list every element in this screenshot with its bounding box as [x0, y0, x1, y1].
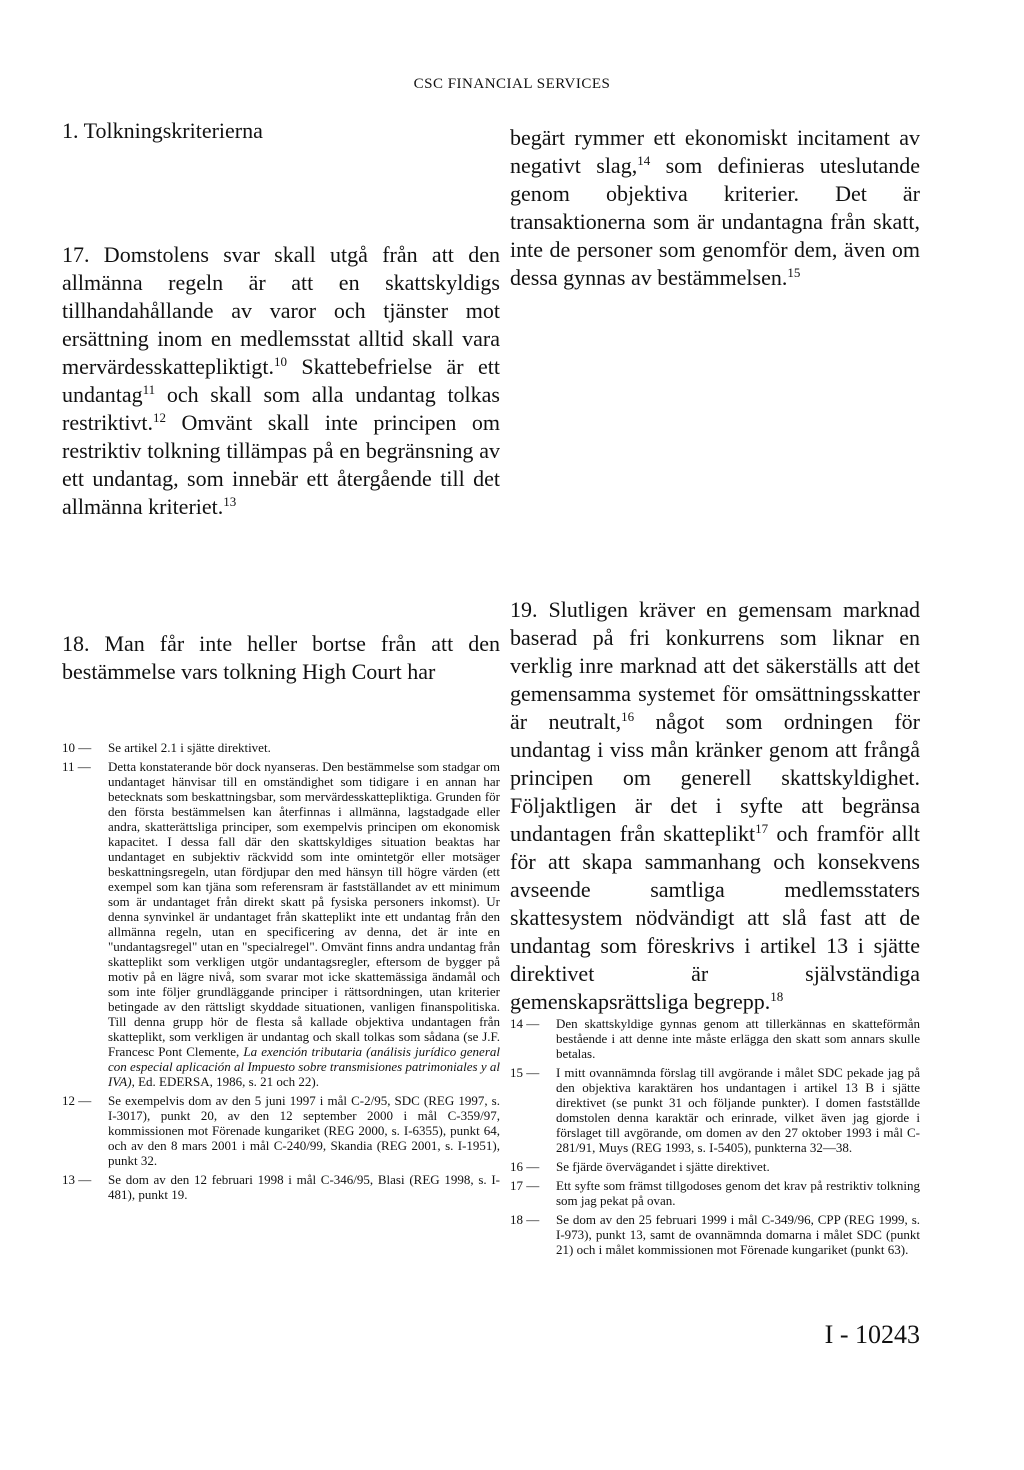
- footnote-ref-14[interactable]: 14: [637, 153, 651, 168]
- p17-text-1: 17. Domstolens svar skall utgå från att den allmänna regeln är att en skattskyldigs tillhandahållande av varor och tjänster mot ersättning inom en medlemsstat alltid skall vara mervärdesskattepliktigt.: [62, 242, 500, 379]
- footnote-17: [510, 1178, 920, 1208]
- footnote-number: 12 —: [62, 1093, 92, 1108]
- footnote-11-citation-title: La exención tributaria (análisis jurídico general con especial aplicación al Impuesto sobre transmisiones patrimoniales y al IVA),: [108, 1044, 500, 1089]
- p19-text-3: och framför allt för att skapa sammanhang och konsekvens avseende samtliga medlemsstaters skattesystem nödvändigt att slå fast att de undantag som föreskrivs i artikel 13 i sjätte direktivet är självständiga gemenskapsrättsliga begrepp.: [510, 821, 920, 1014]
- footnote-ref-18[interactable]: 18: [770, 989, 784, 1004]
- footnote-11-text-b: Ed. EDERSA, 1986, s. 21 och 22).: [134, 1074, 319, 1089]
- footnote-number: 10 —: [62, 740, 92, 755]
- paragraph-18-continued: [510, 124, 920, 292]
- paragraph-19: [510, 596, 920, 1016]
- footnote-ref-11[interactable]: 11: [142, 382, 156, 397]
- footnote-text: Se dom av den 25 februari 1999 i mål C-349/96, CPP (REG 1999, s. I-973), punkt 13, samt de ovannämnda domarna i målet SDC (punkt 21) och i målet kommissionen mot Förenade kungariket (punkt 63).: [556, 1212, 920, 1257]
- footnote-12: [62, 1093, 500, 1168]
- footnote-number: 15 —: [510, 1065, 540, 1080]
- footnote-10: [62, 740, 500, 755]
- footnote-number: 17 —: [510, 1178, 540, 1193]
- footnote-text: Den skattskyldige gynnas genom att tillerkännas en skatteförmån bestående i att denne inte måste erlägga den skatt som annars skulle betalas.: [556, 1016, 920, 1061]
- footnotes-right: [510, 1016, 920, 1261]
- footnote-text: Se artikel 2.1 i sjätte direktivet.: [108, 740, 271, 755]
- section-heading: [62, 118, 500, 144]
- section-number: 1.: [62, 118, 79, 143]
- footnote-ref-12[interactable]: 12: [153, 410, 167, 425]
- footnote-number: 16 —: [510, 1159, 540, 1174]
- p18-cont-text-2: som definieras uteslutande genom objektiva kriterier. Det är transaktionerna som är undantagna från skatt, inte de personer som genomför dem, även om dessa gynnas av bestämmelsen.: [510, 153, 920, 290]
- footnote-15: [510, 1065, 920, 1155]
- paragraph-17: [62, 241, 500, 521]
- running-header: CSC FINANCIAL SERVICES: [413, 76, 611, 92]
- footnote-18: [510, 1212, 920, 1257]
- footnote-text: Se dom av den 12 februari 1998 i mål C-346/95, Blasi (REG 1998, s. I-481), punkt 19.: [108, 1172, 500, 1202]
- footnote-ref-16[interactable]: 16: [621, 709, 635, 724]
- footnote-ref-15[interactable]: 15: [787, 265, 801, 280]
- footnote-text: Ett syfte som främst tillgodoses genom det krav på restriktiv tolkning som jag pekat på ovan.: [556, 1178, 920, 1208]
- p19-text-2: något som ordningen för undantag i viss mån kränker genom att frångå principen om generell skattskyldighet. Följaktligen är det i syfte att begränsa undantagen från skatteplikt: [510, 709, 920, 846]
- p18-cont-text-1: begärt rymmer ett ekonomiskt incitament av negativt slag,: [510, 125, 920, 178]
- footnote-number: 14 —: [510, 1016, 540, 1031]
- p17-text-2: Skattebefrielse är ett undantag: [62, 354, 500, 407]
- footnote-text: I mitt ovannämnda förslag till avgörande i målet SDC pekade jag på den objektiva karaktären hos undantagen i artikel 13 B i sjätte direktivet (se punkt 31 och följande punkter). I domen fastställde domstolen denna karaktär och erinrade, vilket även jag gjorde i förslaget till avgörande, om domen av den 27 oktober 1993 i mål C-281/91, Muys (REG 1993, s. I-5405), punkterna 32—38.: [556, 1065, 920, 1155]
- footnote-14: [510, 1016, 920, 1061]
- footnotes-left: [62, 740, 500, 1206]
- footnote-text: Se fjärde övervägandet i sjätte direktivet.: [556, 1159, 770, 1174]
- footnote-16: [510, 1159, 920, 1174]
- footnote-ref-13[interactable]: 13: [223, 494, 237, 509]
- footnote-text: [108, 759, 500, 1089]
- section-title: Tolkningskriterierna: [83, 118, 263, 143]
- footnote-number: 13 —: [62, 1172, 92, 1187]
- p19-text-1: 19. Slutligen kräver en gemensam marknad baserad på fri konkurrens som liknar en verklig inre marknad att det säkerställs att det gemensamma systemet för omsättningsskatter är neutralt,: [510, 597, 920, 734]
- p17-text-3: och skall som alla undantag tolkas restriktivt.: [62, 382, 500, 435]
- footnote-11-text-a: Detta konstaterande bör dock nyanseras. Den bestämmelse som stadgar om undantaget hänvisar till en omständighet som tidigare i en annan har betecknats som beskattningsbar, som mervärdesskattepliktiga. Grunden för den första bestämmelsen kan återfinnas i allmänna, lagstadgade eller andra, skatterättsliga principer, som exempelvis principen om ekonomisk kapacitet. I dessa fall där den skattskyldiges situation beaktas har undantaget en subjektiv räckvidd som inte omintetgör eller motsäger beskattningsregeln, utan fördjupar den med hänsyn till högre värden (ett exempel som kan tjäna som referensram är fastställandet av ett minimum som är undantaget från direkt skatt på fysiska personers inkomst). Ur denna synvinkel är undantaget från skatteplikt inte ett undantag från den allmänna regeln, utan en specificering av denna, det är inte en "undantagsregel" utan en "specialregel". Omvänt finns andra undantag från skatteplikt som verkligen utgör undantagsregler, eftersom de bygger på motiv på en lägre nivå, som svarar mot icke skattemässiga ändamål och som inte följer grundläggande principer i rättsordningen, utan kriterier betingade av den rättsligt skyddade situationen, vanligen finanspolitiska. Till denna grupp hör de flesta så kallade objektiva undantagen från skatteplikt, som verkligen är undantag och skall tolkas som sådana (se J.F. Francesc Pont Clemente,: [108, 759, 500, 1059]
- footnote-text: Se exempelvis dom av den 5 juni 1997 i mål C-2/95, SDC (REG 1997, s. I-3017), punkt 20, av den 12 september 2000 i mål C-359/97, kommissionen mot Förenade kungariket (REG 2000, s. I-6355), punkt 64, och av den 8 mars 2001 i mål C-240/99, Skandia (REG 2001, s. I-1951), punkt 32.: [108, 1093, 500, 1168]
- footnote-13: [62, 1172, 500, 1202]
- footnote-ref-17[interactable]: 17: [755, 821, 769, 836]
- paragraph-18: [62, 630, 500, 686]
- page-number: I - 10243: [824, 1320, 920, 1349]
- p17-text-4: Omvänt skall inte principen om restriktiv tolkning tillämpas på en begränsning av ett undantag, som innebär ett återgående till det allmänna kriteriet.: [62, 410, 500, 519]
- footnote-number: 18 —: [510, 1212, 540, 1227]
- footnote-11: [62, 759, 500, 1089]
- footnote-number: 11 —: [62, 759, 91, 774]
- footnote-ref-10[interactable]: 10: [274, 354, 287, 369]
- p18-text: 18. Man får inte heller bortse från att den bestämmelse vars tolkning High Court har: [62, 631, 500, 684]
